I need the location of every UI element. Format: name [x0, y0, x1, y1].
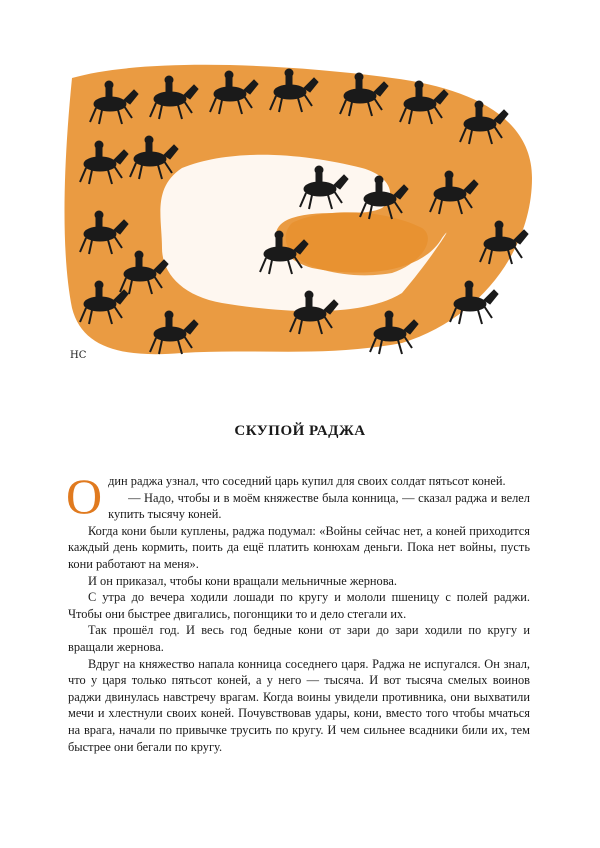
story-text — [66, 468, 530, 755]
story-paragraph: Так прошёл год. И весь год бедные кони от зари до зари ходили по кругу и вращали жернова. — [68, 623, 530, 654]
story-paragraph: — Надо, чтобы и в моём княжестве была конница, — сказал раджа и велел купить тысячу коней. — [108, 490, 530, 522]
story-paragraph: Один раджа узнал, что соседний царь купил для своих солдат пятьсот коней. — [66, 468, 506, 524]
illustration — [62, 58, 540, 370]
story-paragraph: Когда кони были куплены, раджа подумал: «Войны сейчас нет, а коней приходится каждый день кормить, поить да ещё платить конюхам деньги. Пока нет войны, пусть кони работают на меня». — [68, 523, 530, 571]
story-paragraph: Вдруг на княжество напала конница соседнего царя. Раджа не испугался. Он знал, что у царя только пятьсот коней, а у него — тысяча. И вот тысяча смелых воинов раджи двинулась навстречу врагам. Когда воины увидели противника, они выхватили мечи и хлестнули своих коней. Почувствовав удары, кони, вместо того чтобы мчаться на врага, начали по привычке трусить по кругу. И чем сильнее всадники били их, тем быстрее они бегали по кругу. — [68, 656, 530, 754]
cavalry-circle-illustration — [62, 58, 540, 370]
illustration-signature: НС — [70, 350, 87, 361]
story-paragraph: С утра до вечера ходили лошади по кругу и мололи пшеницу с полей раджи. Чтобы они быстрее двигались, погонщики то и дело стегали их. — [68, 590, 530, 621]
story-title: СКУПОЙ РАДЖА — [234, 423, 366, 439]
story-paragraph: И он приказал, чтобы кони вращали мельничные жернова. — [88, 573, 398, 588]
drop-cap: О — [66, 468, 103, 524]
